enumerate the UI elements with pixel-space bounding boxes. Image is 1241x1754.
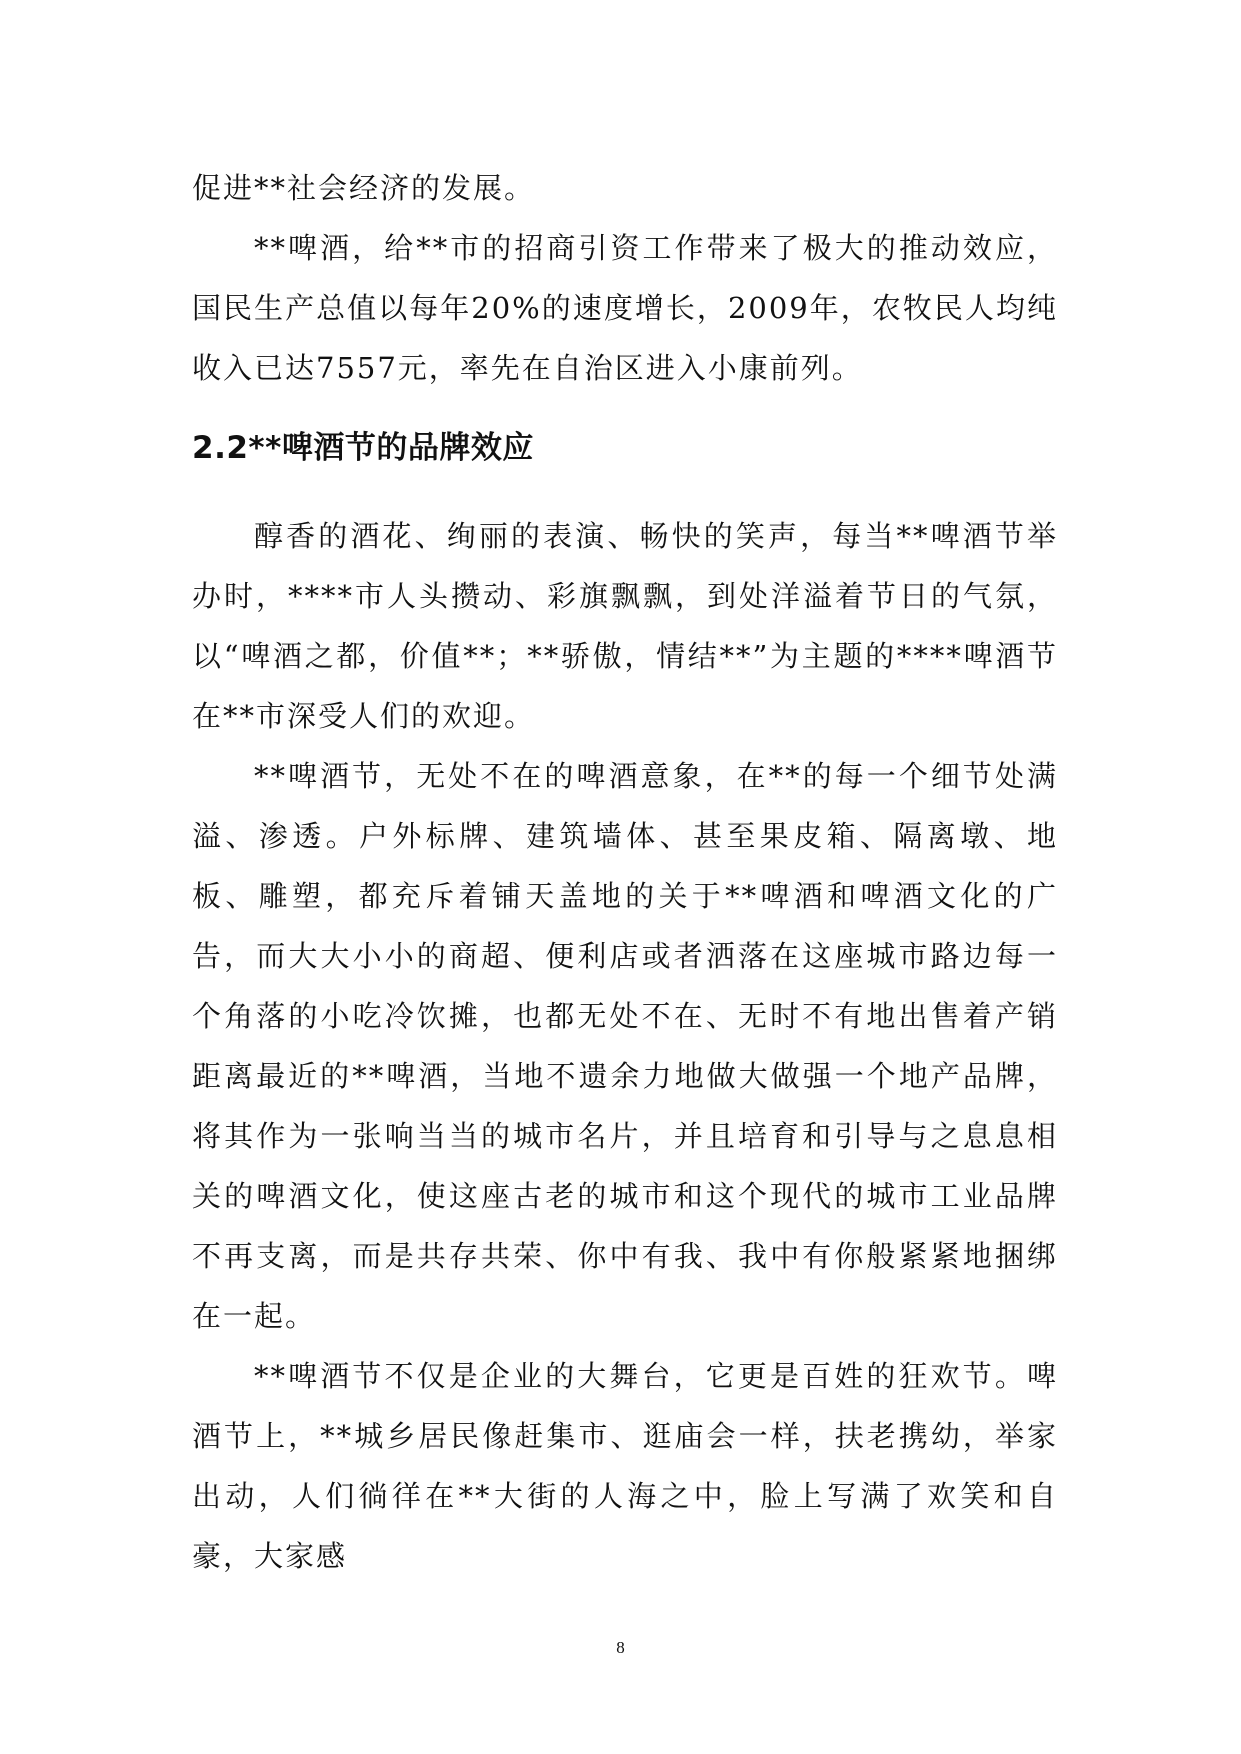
section-heading: 2.2**啤酒节的品牌效应 [192,430,534,466]
page-content [192,158,1058,1586]
paragraph-continuation: 促进**社会经济的发展。 [192,171,536,205]
paragraph-beer-investment: **啤酒，给**市的招商引资工作带来了极大的推动效应，国民生产总值以每年20%的速度增长，2009年，农牧民人均纯收入已达7557元，率先在自治区进入小康前列。 [192,231,1058,385]
page-number: 8 [616,1638,625,1657]
paragraph-carnival: **啤酒节不仅是企业的大舞台，它更是百姓的狂欢节。啤酒节上，**城乡居民像赶集市、逛庙会一样，扶老携幼，举家出动，人们徜徉在**大街的人海之中，脸上写满了欢笑和自豪，大家感 [192,1359,1058,1573]
paragraph-festival-atmosphere: 醇香的酒花、绚丽的表演、畅快的笑声，每当**啤酒节举办时，****市人头攒动、彩旗飘飘，到处洋溢着节日的气氛，以“啤酒之都，价值**；**骄傲，情结**”为主题的****啤酒节在**市深受人们的欢迎。 [192,519,1058,733]
paragraph-beer-imagery: **啤酒节，无处不在的啤酒意象，在**的每一个细节处满溢、渗透。户外标牌、建筑墙体、甚至果皮箱、隔离墩、地板、雕塑，都充斥着铺天盖地的关于**啤酒和啤酒文化的广告，而大大小小的商超、便利店或者洒落在这座城市路边每一个角落的小吃冷饮摊，也都无处不在、无时不有地出售着产销距离最近的**啤酒，当地不遗余力地做大做强一个地产品牌，将其作为一张响当当的城市名片，并且培育和引导与之息息相关的啤酒文化，使这座古老的城市和这个现代的城市工业品牌不再支离，而是共存共荣、你中有我、我中有你般紧紧地捆绑在一起。 [192,759,1058,1333]
